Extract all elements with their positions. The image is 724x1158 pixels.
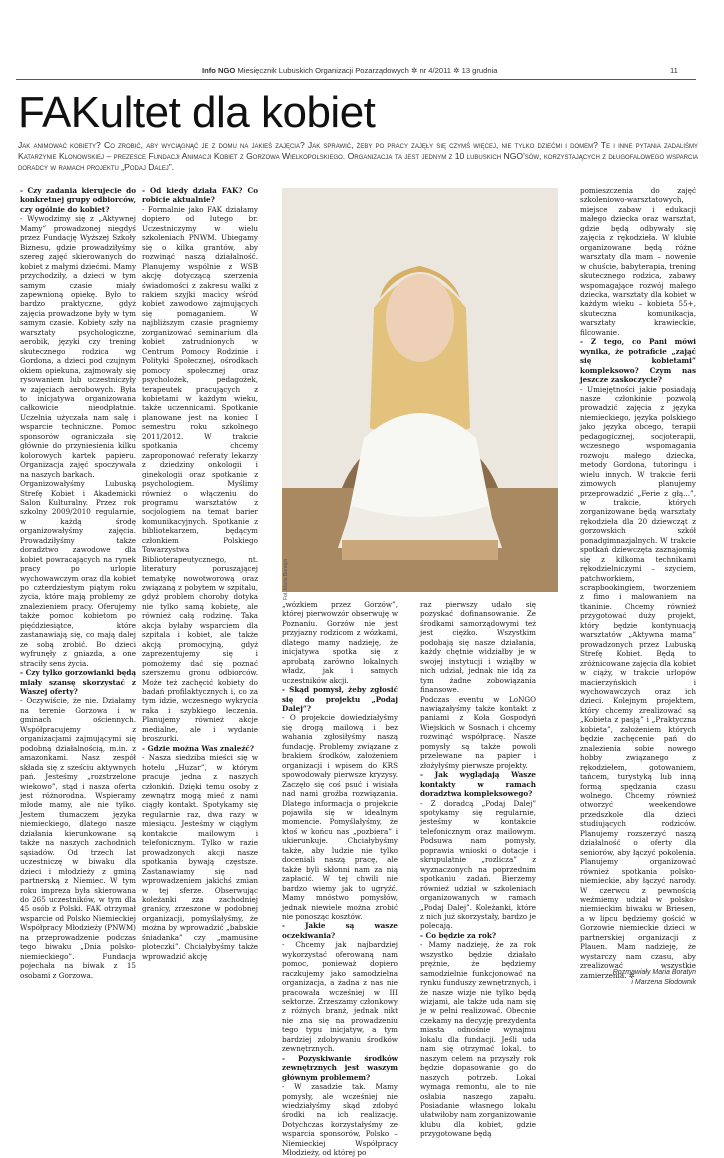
article-title: FAKultet dla kobiet <box>18 88 376 137</box>
article-lead: Jak animować kobiety? Co zrobić, aby wyciągnąć je z domu na jakieś zajęcia? Jak sprawić, żeby po pracy zajęły się czymś więcej, nie tylko dziećmi i domem? Te i inne pytania zadaliśmy Katarzynie Klonowskiej – prezesce Fundacji Animacji Kobiet z Gorzowa Wielkopolskiego. Organizacja ta jest jednym z 10 lubuskich NGO'sów, korzystających z długofalowego wsparcia doradcy w ramach projektu „Podaj Dalej”. <box>18 140 698 173</box>
separator-icon: ✲ <box>453 66 460 75</box>
article-authors <box>600 968 696 988</box>
interview-paragraph: - Formalnie jako FAK działamy dopiero od lutego br. Uczestniczymy w wielu szkoleniach PNWM. Ubiegamy się o kilka grantów, aby rozwinąć naszą działalność. Planujemy wspólnie z WSB akcję dotyczącą szerzenia świadomości z zakresu walki z rakiem szyjki macicy wśród kobiet zawodowo zajmujących się pomaganiem. W najbliższym czasie pragniemy zorganizować seminarium dla kobiet zatrudnionych w Centrum Pomocy Rodzinie i Polityki Społecznej, ośrodkach pomocy społecznej oraz psycholożek, pedagożek, terapeutek pracujących z kobietami w każdym wieku, także uczennicami. Spotkanie planowane jest na koniec I semestru roku szkolnego 2011/2012. W trakcie spotkania chcemy zaproponować referaty lekarzy z dziedziny onkologii i ginekologii oraz spotkanie z psychologiem. Myślimy również o włączeniu do programu warsztatów z socjologiem na temat barier komunikacyjnych. Spotkanie z bibliotekarzem, będącym członkiem Polskiego Towarzystwa Biblioterapeutycznego, nt. literatury poruszającej tematykę nowotworową oraz związaną z pobytem w szpitalu, gdyż problem choroby dotyka nie tylko samą kobietę, ale również całą rodzinę. Taka akcja byłaby wsparciem dla szpitala i kobiet, ale także akcją promocyjną, gdyż zaprezentujemy się i pomożemy dać się poznać szerszemu gronu odbiorców. Może też zachęcić kobiety do badań profilaktycznych i, co za tym idzie, wczesnego wykrycia raka i szybkiego leczenia. Planujemy również akcje medialne, ale i wydanie broszurki. <box>142 204 258 744</box>
interview-paragraph: Organizowałyśmy Lubuską Strefę Kobiet i Akademicki Salon Kulturalny. Przez rok szkolny 2009/2010 regularnie, w każdą środę organizowałyśmy zajęcia. Prowadziłyśmy także doradztwo zawodowe dla kobiet powracających na rynek pracy po urlopie wychowawczym oraz dla kobiet po czterdziestym piątym roku życia, które mają problemy ze znalezieniem pracy. Oferujemy także pomoc kobietom po pięćdziesiątce, które zastanawiają się, co mają dalej ze sobą zrobić. Bo dzieci wyfrunęły z gniazda, a one straciły sens życia. <box>20 479 136 668</box>
interview-question: - Jak wyglądają Wasze kontakty w ramach doradztwa kompleksowego? <box>420 770 536 799</box>
issue-date: 13 grudnia <box>461 66 498 75</box>
interview-paragraph: - Z doradcą „Podaj Dalej” spotykamy się regularnie, jesteśmy w kontakcie telefonicznym oraz mailowym. Podsuwa nam pomysły, poprawia wnioski o dotacje i skrupulatnie „rozlicza” z wyznaczonych na poprzednim spotkaniu zadań. Bierzemy również udział w szkoleniach organizowanych w ramach „Podaj Dalej”. Koleżanki, które z nich już skorzystały, bardzo je polecają. <box>420 798 536 931</box>
page-header <box>0 64 724 78</box>
interview-paragraph: pomieszczenia do zajęć szkoleniowo-warsztatowych, miejsce zabaw i edukacji małego dziecka oraz warsztat, gdzie będą odbywały się zajęcia z rękodzieła. W klubie organizowane będą różne warsztaty dla mam – nowenie w chuście, babyterapia, trening skutecznego rodzica, zabawy wspomagające rozwój małego dziecka, warsztaty dla kobiet w każdym wieku – kobieta 55+, skuteczna komunikacja, warsztaty krawieckie, filcowanie. <box>580 186 696 337</box>
interview-question: - Co będzie za rok? <box>420 930 497 940</box>
photo-caption: Fot. Maria Boratyn <box>283 558 289 600</box>
text-column-4 <box>420 600 536 1139</box>
portrait-photo <box>282 188 558 592</box>
publication-name: Info NGO <box>202 66 236 75</box>
issue-number: nr 4/2011 <box>419 66 451 75</box>
interview-paragraph: - Mamy nadzieję, że za rok wszystko będzie działało prężnie, że będziemy samodzielnie funkcjonować na rynku funduszy zewnętrznych, i że nasze wizje nie tylko będą wizjami, ale także uda nam się je w pełni realizować. Obecnie czekamy na decyzję prezydenta miasta odnośnie wynajmu lokalu dla fundacji. Jeśli uda nam się otrzymać lokal, to naszym celem na przyszły rok będzie dopasowanie go do naszych potrzeb. Lokal wymaga remontu, ale to nie osłabia naszego zapału. Posiadanie własnego lokalu ułatwiłoby nam zorganizowanie klubu dla kobiet, gdzie przygotowane będą <box>420 940 536 1139</box>
interview-paragraph: - Nasza siedziba mieści się w hotelu „Huzar”, w którym pracuje jedna z naszych członkiń. Dzięki temu osoby z zewnątrz mogą mieć z nami ciągły kontakt. Spotykamy się regularnie raz, dwa razy w miesiącu. Jesteśmy w ciągłym kontakcie mailowym i telefonicznym. Tylko w razie prowadzonych akcji nasze spotkania bywają częstsze. Zastanawiamy się nad wprowadzeniem jakichś zmian w tej sferze. Obserwując koleżanki zza zachodniej granicy, zrzeszone w podobnej organizacji, pomyślałyśmy, że można by wprowadzić „babskie śniadanka” czy „mamusine ploteczki”. Chciałybyśmy także wprowadzić akcję <box>142 753 258 961</box>
portrait-illustration <box>282 188 558 592</box>
page-number: 11 <box>670 66 678 75</box>
interview-paragraph: Podczas eventu w LoNGO nawiązałyśmy także kontakt z paniami z Koła Gospodyń Wiejskich w Sosnach i chcemy rozwinąć współpracę. Nasze pomysły są także powoli przelewane na papier i złożyłyśmy pierwsze projekty. <box>420 694 536 770</box>
author-line: i Marzena Słodownik <box>631 979 696 986</box>
interview-paragraph: - Umiejętności jakie posiadają nasze członkinie pozwolą prowadzić zajęcia z języka niemieckiego, języka polskiego jako języka obcego, terapii pedagogicznej, socjoterapii, wczesnego wspomagania rozwoju małego dziecka, metody Gordona, tutoringu i wielu innych. W trakcie ferii zimowych planujemy przeprowadzić „Ferie z głą...”, w trakcie, których zorganizowane będą warsztaty rękodzieła dla 20 dziewcząt z gorzowskich szkół ponadgimnazjalnych. W trakcie spotkań dziewczęta zaznajomią się z kilkoma technikami rękodzielniczymi – szyciem, patchworkiem, scrapbookingiem, tworzeniem z fimo i malowaniem na tkaninie. Chcemy również przygotować duży projekt, który będzie kontynuacją warsztatów „Aktywna mama” prowadzonych przez Lubuską Strefę Kobiet. Będą to zróżnicowane zajęcia dla kobiet w ciąży, w trakcie urlopów macierzyńskich i wychowawczych oraz ich dzieci. Kolejnym projektem, który chcemy zrealizować są „Kobieta z pasją” i „Praktyczna kobieta”, założeniem których będzie zachęcenie pań do znalezienia sobie nowego hobby związanego z rękodziełem, gotowaniem, tańcem, turystyką lub inną formą spędzania czasu wolnego. Chcemy również otworzyć weekendowe przedszkole dla dzieci studiujących rodziców. Planujemy rozszerzyć naszą działalność o oferty dla seniorów, aby łączyć pokolenia. Planujemy organizować również spotkania polsko-niemieckie, aby łączyć narody. W czerwcu z pewnością weźmiemy udział w polsko-niemieckim biwaku w Briesen, a w lipcu będziemy gościć w Gorzowie niemieckie dzieci w partnerskiej organizacji z Plauen. Mam nadzieję, że wystarczy nam czasu, aby zrealizować wszystkie zamierzenia. ✲ <box>580 384 696 980</box>
interview-question: - Pozyskiwanie środków zewnętrznych jest waszym głównym problemem? <box>282 1053 398 1082</box>
publication-subtitle: Miesięcznik Lubuskich Organizacji Pozarządowych <box>237 66 409 75</box>
interview-paragraph: - W zasadzie tak. Mamy pomysły, ale wcześniej nie wiedziałyśmy skąd zdobyć środki na ich realizację. Dotychczas korzystałyśmy ze wsparcia sponsorów, Polsko – Niemieckiej Współpracy Młodzieży, od której po <box>282 1082 398 1158</box>
interview-paragraph: - Chcemy jak najbardziej wykorzystać oferowaną nam pomoc, ponieważ dopiero raczkujemy jako samodzielna organizacja, a żadna z nas nie pracowała wcześniej w III sektorze. Zrzeszamy członkowy z różnych branż, jednak nikt nie zna się na prowadzeniu tego typu inicjatyw, a tym bardziej zdobywaniu środków zewnętrznych. <box>282 940 398 1054</box>
text-column-5 <box>580 186 696 986</box>
interview-paragraph: „wózkiem przez Gorzów”, której pierwowzór obserwuję w Poznaniu. Gorzów nie jest przyjazny rodzicom z wózkami, dlatego mamy nadzieję, że inicjatywa spotka się z aprobatą zarówno lokalnych władz, jak i samych uczestników akcji. <box>282 600 398 685</box>
interview-paragraph: - O projekcie dowiedziałyśmy się drogą mailową i bez wahania zgłosiłyśmy naszą fundację. Problemy związane z brakiem środków, założeniem organizacji i wpisem do KRS spowodowały pierwsze kryzysy. Zaczęło się coś psuć i wisiała nad nami groźba rozwiązania. Dlatego informacja o projekcie pojawiła się w idealnym momencie. Pomyślałyśmy, że ktoś w końcu nas „pozbiera” i ukierunkuje. Chciałybyśmy także, aby ludzie nie tylko doceniali naszą pracę, ale także byli skłonni nam za nią zapłacić. W tej chwili nie bardzo wiemy jak to ugryźć. Mamy mnóstwo pomysłów, jednak niewiele można zrobić nie ponosząc kosztów. <box>282 713 398 921</box>
interview-question: - Z tego, co Pani mówi wynika, że potraficie „zająć się kobietami” kompleksowo? Czym nas jeszcze zaskoczycie? <box>580 337 696 385</box>
author-line: Rozmawiały Maria Boratyn <box>612 969 696 976</box>
text-column-3 <box>282 600 398 1158</box>
interview-question: - Jakie są wasze oczekiwania? <box>282 921 398 940</box>
interview-paragraph: raz pierwszy udało się pozyskać dofinansowanie. Ze środkami samorządowymi też jest ciężko. Wszystkim podobają się nasze działania, każdy chętnie widziałby je w swojej instytucji i wziąłby w nich udział, jednak nie idą za tym żadne zobowiązania finansowe. <box>420 600 536 695</box>
interview-question: - Czy zadania kierujecie do konkretnej grupy odbiorców, czy ogólnie do kobiet? <box>20 186 136 214</box>
text-column-2 <box>142 186 258 986</box>
separator-icon: ✲ <box>410 66 418 75</box>
publication-line <box>202 66 497 75</box>
interview-paragraph: - Oczywiście, że nie. Działamy na terenie Gorzowa i w gminach ościennych. Współpracujemy z organizacjami zajmującymi się podobną działalnością, m.in. z amazonkami. Nasz zespół składa się z sześciu aktywnych pań. Jesteśmy „rozstrzelone wiekowo”, stąd i nasza oferta jest różnorodna. Wspieramy młode mamy, ale nie tylko. Jestem tłumaczem języka niemieckiego, dlatego nasze działania kierunkowane są także na naszych zachodnich sąsiadów. Od trzech lat uczestniczę w biwaku dla dzieci i młodzieży z gminą partnerską z Niemiec. W tym roku impreza była skierowana do 265 uczestników, w tym dla 45 osób z Polski. FAK otrzymał wsparcie od Polsko Niemieckiej Współpracy Młodzieży (PNWM) na przeprowadzenie podczas tego biwaku „Dnia polsko-niemieckiego”. Fundacja pojechała na biwak z 15 osobami z Gorzowa. <box>20 696 136 980</box>
interview-question: - Gdzie można Was znaleźć? <box>142 743 254 753</box>
text-column-1 <box>20 186 136 986</box>
interview-question: - Czy tylko gorzowianki będą miały szansę skorzystać z Waszej oferty? <box>20 668 136 697</box>
interview-question: - Skąd pomysł, żeby zgłosić się do projektu „Podaj Dalej”? <box>282 685 398 713</box>
header-rule <box>16 79 696 80</box>
interview-paragraph: - Wywodzimy się z „Aktywnej Mamy” prowadzonej niegdyś przez Fundację Wyższej Szkoły Biznesu, gdzie prowadziłyśmy szereg zajęć skierowanych do kobiet z małymi dziećmi. Mamy przychodziły, a dzieci w tym samym czasie miały zapewnioną opiekę. Było to bardzo praktyczne, gdyż zajęcia prowadzone były w tym samym czasie. Kobiety szły na warsztaty psychologiczne, aerobik, języki czy trening skutecznego rodzica wg Gordona, a dzieci pod czujnym okiem opiekuna, zajmowały się rysowaniem lub uczestniczyły w zajęciach aerobowych. Była to inicjatywa organizowana całkowicie nieodpłatnie. Uczelnia użyczała nam salę i wsparcie techniczne. Pomoc sponsorów ograniczała się głównie do przyniesienia kilku kolorowych kartek papieru. Organizacja zajęć spoczywała na naszych barkach. <box>20 214 136 479</box>
interview-question: - Od kiedy działa FAK? Co robicie aktualnie? <box>142 186 258 205</box>
